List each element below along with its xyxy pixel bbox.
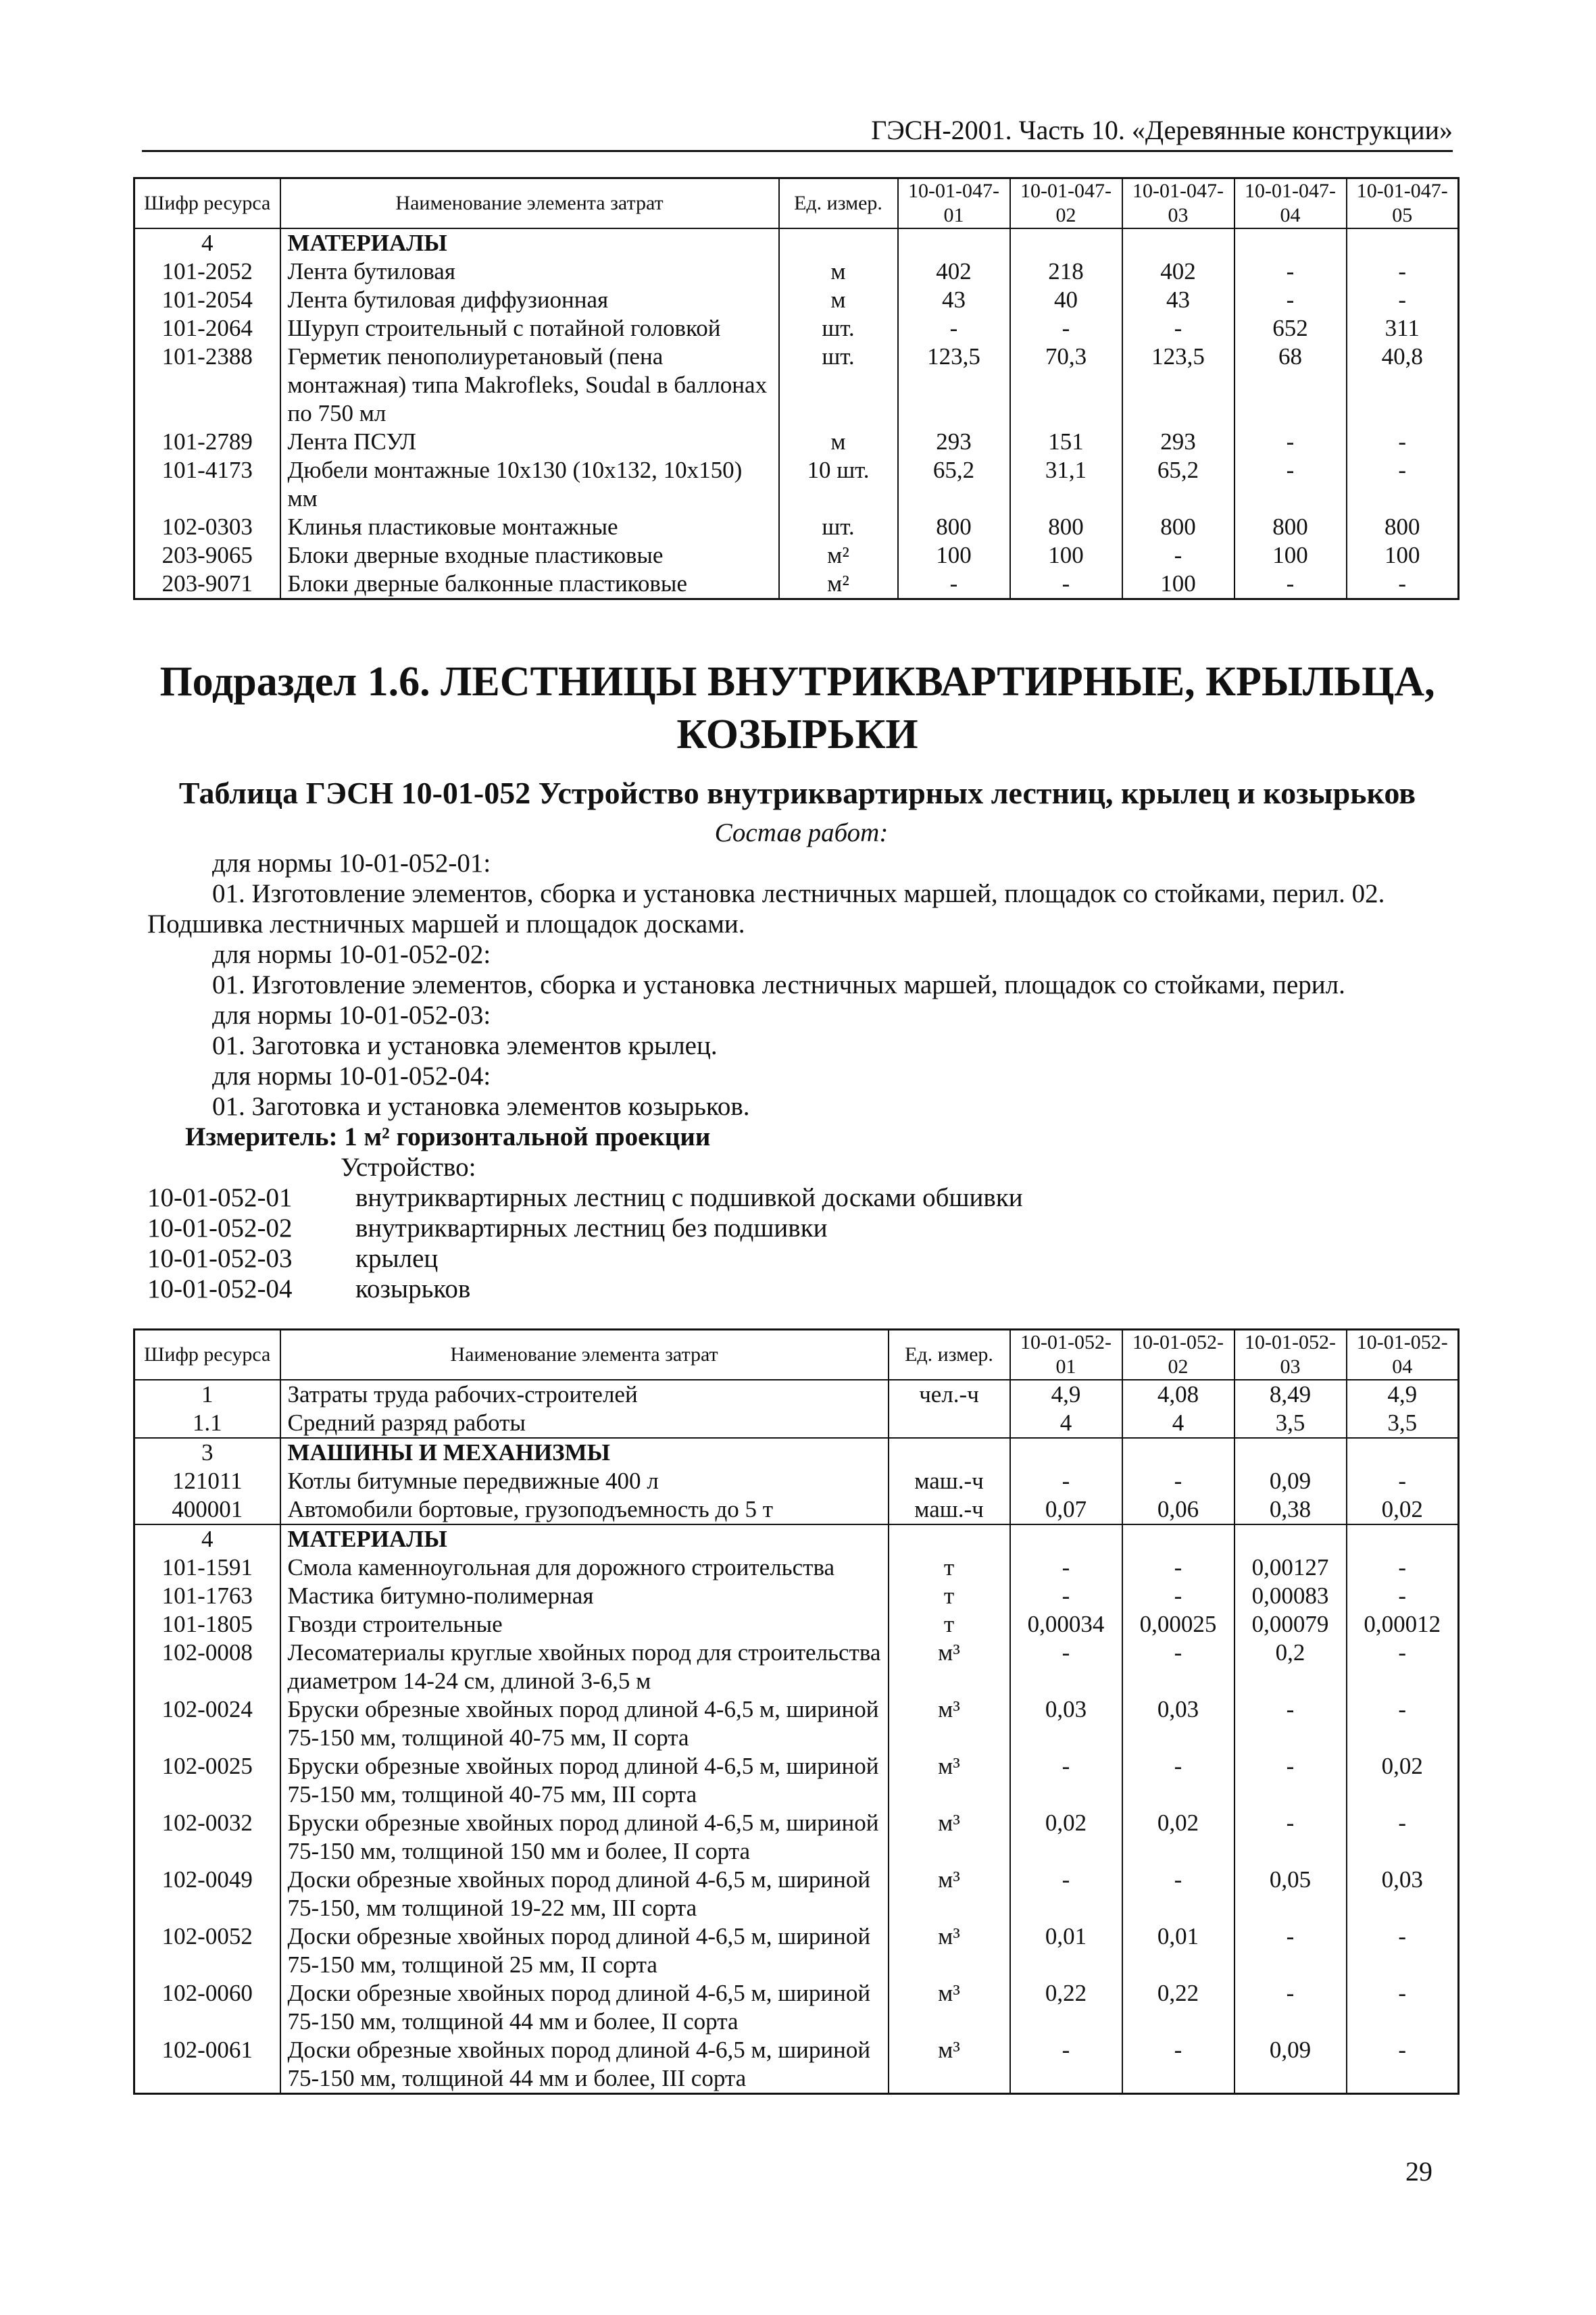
table-row bbox=[134, 257, 1459, 286]
norm-value: 0,01 bbox=[1010, 1922, 1122, 1979]
table-header-row bbox=[134, 178, 1459, 229]
norm-value: - bbox=[1122, 1752, 1235, 1809]
col-name-header: Наименование элемента затрат bbox=[280, 1330, 889, 1380]
table-row bbox=[134, 1553, 1459, 1582]
table-header-row bbox=[134, 1330, 1459, 1380]
norm-label: для нормы 10-01-052-02: bbox=[212, 940, 491, 969]
norm-value: 800 bbox=[1010, 513, 1122, 541]
norm-value: - bbox=[1235, 286, 1347, 314]
col-norm-header: 10-01-047-02 bbox=[1010, 178, 1122, 229]
norm-value: - bbox=[1235, 1979, 1347, 2036]
col-norm-header: 10-01-047-04 bbox=[1235, 178, 1347, 229]
device-label: Устройство: bbox=[341, 1153, 476, 1182]
norm-value: 3,5 bbox=[1235, 1409, 1347, 1438]
norm-value: 0,01 bbox=[1122, 1922, 1235, 1979]
page-number: 29 bbox=[1405, 2156, 1432, 2187]
resource-code: 101-2052 bbox=[134, 257, 280, 286]
table-row bbox=[134, 1752, 1459, 1809]
norm-value: 0,06 bbox=[1122, 1495, 1235, 1524]
norm-value: - bbox=[1235, 257, 1347, 286]
resource-unit: чел.-ч bbox=[889, 1380, 1010, 1409]
norm-value: 0,22 bbox=[1122, 1979, 1235, 2036]
resource-unit: м bbox=[779, 286, 898, 314]
resource-code: 101-2064 bbox=[134, 314, 280, 343]
resource-unit: шт. bbox=[779, 513, 898, 541]
resource-code: 1.1 bbox=[134, 1409, 280, 1438]
norm-value: - bbox=[1010, 1639, 1122, 1695]
resource-unit: м³ bbox=[889, 1809, 1010, 1866]
norm-label: для нормы 10-01-052-03: bbox=[212, 1001, 491, 1030]
norm-value: 0,09 bbox=[1235, 2036, 1347, 2094]
resource-name: Доски обрезные хвойных пород длиной 4-6,5 м, шириной 75-150, мм толщиной 19-22 мм, III сорта bbox=[280, 1866, 889, 1922]
resource-code: 121011 bbox=[134, 1467, 280, 1495]
norm-value: 31,1 bbox=[1010, 456, 1122, 513]
norm-value: - bbox=[1347, 257, 1459, 286]
norm-value: - bbox=[1010, 1553, 1122, 1582]
col-norm-header: 10-01-047-01 bbox=[898, 178, 1010, 229]
resource-code: 101-2388 bbox=[134, 343, 280, 428]
empty-cell bbox=[779, 228, 898, 257]
norm-value: 218 bbox=[1010, 257, 1122, 286]
resource-name: Герметик пенополиуретановый (пена монтажная) типа Makrofleks, Soudal в баллонах по 750 мл bbox=[280, 343, 779, 428]
variant-code: 10-01-052-03 bbox=[147, 1244, 293, 1273]
col-norm-header: 10-01-052-02 bbox=[1122, 1330, 1235, 1380]
norm-value: - bbox=[1235, 456, 1347, 513]
work-item: 01. Изготовление элементов, сборка и установка лестничных маршей, площадок со стойками, перил. bbox=[212, 970, 1345, 999]
norm-value: 4 bbox=[1010, 1409, 1122, 1438]
norm-value: 123,5 bbox=[898, 343, 1010, 428]
resource-code: 102-0061 bbox=[134, 2036, 280, 2094]
norm-value: 311 bbox=[1347, 314, 1459, 343]
empty-cell bbox=[1010, 1524, 1122, 1553]
norm-value: - bbox=[1122, 314, 1235, 343]
resource-unit: м³ bbox=[889, 1752, 1010, 1809]
section-code: 4 bbox=[134, 1524, 280, 1553]
table-row bbox=[134, 513, 1459, 541]
works-heading: Состав работ: bbox=[714, 818, 889, 847]
resource-unit: 10 шт. bbox=[779, 456, 898, 513]
resource-unit: т bbox=[889, 1610, 1010, 1639]
norm-value: - bbox=[1122, 1866, 1235, 1922]
norm-value: 3,5 bbox=[1347, 1409, 1459, 1438]
table-row bbox=[134, 1979, 1459, 2036]
norm-value: - bbox=[898, 570, 1010, 599]
resource-unit: шт. bbox=[779, 314, 898, 343]
section-code: 3 bbox=[134, 1438, 280, 1467]
norm-value: 402 bbox=[898, 257, 1010, 286]
norm-value: - bbox=[1010, 2036, 1122, 2094]
section-title: МАТЕРИАЛЫ bbox=[280, 228, 779, 257]
norm-value: 40,8 bbox=[1347, 343, 1459, 428]
norm-value: - bbox=[1347, 1553, 1459, 1582]
norm-value: 293 bbox=[1122, 428, 1235, 456]
norm-value: 0,38 bbox=[1235, 1495, 1347, 1524]
resource-name: Доски обрезные хвойных пород длиной 4-6,5 м, шириной 75-150 мм, толщиной 44 мм и более, III сорта bbox=[280, 2036, 889, 2094]
resource-name: Лента ПСУЛ bbox=[280, 428, 779, 456]
norm-value: - bbox=[1010, 1752, 1122, 1809]
table-row bbox=[134, 428, 1459, 456]
resource-code: 102-0024 bbox=[134, 1695, 280, 1752]
norm-value: 70,3 bbox=[1010, 343, 1122, 428]
norm-value: - bbox=[1347, 570, 1459, 599]
resource-name: Автомобили бортовые, грузоподъемность до 5 т bbox=[280, 1495, 889, 1524]
resource-name: Блоки дверные входные пластиковые bbox=[280, 541, 779, 570]
norm-value: - bbox=[1122, 541, 1235, 570]
col-unit-header: Ед. измер. bbox=[779, 178, 898, 229]
col-norm-header: 10-01-047-03 bbox=[1122, 178, 1235, 229]
empty-cell bbox=[1010, 228, 1122, 257]
norm-value: 8,49 bbox=[1235, 1380, 1347, 1409]
norm-value: 0,00025 bbox=[1122, 1610, 1235, 1639]
resource-code: 101-2054 bbox=[134, 286, 280, 314]
resource-code: 1 bbox=[134, 1380, 280, 1409]
resource-unit: м³ bbox=[889, 1866, 1010, 1922]
resource-name: Средний разряд работы bbox=[280, 1409, 889, 1438]
work-composition bbox=[147, 818, 1455, 1304]
resource-name: Доски обрезные хвойных пород длиной 4-6,5 м, шириной 75-150 мм, толщиной 44 мм и более, II сорта bbox=[280, 1979, 889, 2036]
norm-value: 4,9 bbox=[1347, 1380, 1459, 1409]
norm-value: 293 bbox=[898, 428, 1010, 456]
resource-code: 102-0025 bbox=[134, 1752, 280, 1809]
norm-value: 0,02 bbox=[1122, 1809, 1235, 1866]
norm-value: 43 bbox=[898, 286, 1010, 314]
variant-desc: козырьков bbox=[355, 1274, 471, 1303]
norm-value: 0,00127 bbox=[1235, 1553, 1347, 1582]
page-header: ГЭСН-2001. Часть 10. «Деревянные конструкции» bbox=[142, 114, 1453, 152]
norm-value: 800 bbox=[1122, 513, 1235, 541]
empty-cell bbox=[1122, 1524, 1235, 1553]
norm-value: - bbox=[1347, 1809, 1459, 1866]
resource-code: 101-1763 bbox=[134, 1582, 280, 1610]
table-row bbox=[134, 2036, 1459, 2094]
norm-value: 0,00012 bbox=[1347, 1610, 1459, 1639]
norm-value: 123,5 bbox=[1122, 343, 1235, 428]
resource-name: Шуруп строительный с потайной головкой bbox=[280, 314, 779, 343]
col-code-header: Шифр ресурса bbox=[134, 1330, 280, 1380]
norm-value: - bbox=[1010, 1866, 1122, 1922]
col-norm-header: 10-01-047-05 bbox=[1347, 178, 1459, 229]
resource-code: 203-9065 bbox=[134, 541, 280, 570]
col-unit-header: Ед. измер. bbox=[889, 1330, 1010, 1380]
resource-unit: т bbox=[889, 1553, 1010, 1582]
col-norm-header: 10-01-052-03 bbox=[1235, 1330, 1347, 1380]
work-item: 01. Изготовление элементов, сборка и установка лестничных маршей, площадок со стойками, перил. 02. bbox=[212, 879, 1385, 908]
empty-cell bbox=[1235, 1438, 1347, 1467]
norm-value: - bbox=[1347, 286, 1459, 314]
resource-code: 102-0032 bbox=[134, 1809, 280, 1866]
table-row bbox=[134, 1467, 1459, 1495]
norm-value: 800 bbox=[1235, 513, 1347, 541]
norm-value: - bbox=[1235, 1752, 1347, 1809]
norm-value: 0,22 bbox=[1010, 1979, 1122, 2036]
resource-name: Лесоматериалы круглые хвойных пород для строительства диаметром 14-24 см, длиной 3-6,5 м bbox=[280, 1639, 889, 1695]
resource-code: 101-1591 bbox=[134, 1553, 280, 1582]
norm-value: 100 bbox=[1010, 541, 1122, 570]
norm-value: 800 bbox=[1347, 513, 1459, 541]
resource-name: Лента бутиловая bbox=[280, 257, 779, 286]
empty-cell bbox=[1122, 1438, 1235, 1467]
norm-value: - bbox=[1122, 1553, 1235, 1582]
norm-value: 151 bbox=[1010, 428, 1122, 456]
variant-desc: внутриквартирных лестниц с подшивкой досками обшивки bbox=[355, 1183, 1023, 1212]
norm-value: 402 bbox=[1122, 257, 1235, 286]
table-row bbox=[134, 314, 1459, 343]
empty-cell bbox=[1010, 1438, 1122, 1467]
table-row bbox=[134, 1866, 1459, 1922]
table-row bbox=[134, 343, 1459, 428]
table-row bbox=[134, 1495, 1459, 1524]
norm-value: - bbox=[1347, 1695, 1459, 1752]
norm-value: 0,00034 bbox=[1010, 1610, 1122, 1639]
resource-unit: м bbox=[779, 257, 898, 286]
meter-unit: Измеритель: 1 м² горизонтальной проекции bbox=[185, 1122, 711, 1151]
resource-code: 101-2789 bbox=[134, 428, 280, 456]
norm-value: 0,02 bbox=[1347, 1495, 1459, 1524]
norm-value: - bbox=[1347, 1582, 1459, 1610]
norm-value: 652 bbox=[1235, 314, 1347, 343]
norm-value: 0,02 bbox=[1347, 1752, 1459, 1809]
empty-cell bbox=[889, 1524, 1010, 1553]
col-code-header: Шифр ресурса bbox=[134, 178, 280, 229]
norm-value: - bbox=[1122, 2036, 1235, 2094]
norm-value: - bbox=[1235, 428, 1347, 456]
col-norm-header: 10-01-052-04 bbox=[1347, 1330, 1459, 1380]
variant-row bbox=[147, 1213, 1455, 1243]
norm-value: 0,00083 bbox=[1235, 1582, 1347, 1610]
norm-value: 4,9 bbox=[1010, 1380, 1122, 1409]
norm-label: для нормы 10-01-052-01: bbox=[212, 849, 491, 878]
table-row bbox=[134, 456, 1459, 513]
section-title: МАТЕРИАЛЫ bbox=[280, 1524, 889, 1553]
norm-value: 0,2 bbox=[1235, 1639, 1347, 1695]
table-row bbox=[134, 1409, 1459, 1438]
resource-name: Бруски обрезные хвойных пород длиной 4-6,5 м, шириной 75-150 мм, толщиной 40-75 мм, III сорта bbox=[280, 1752, 889, 1809]
norm-value: 0,02 bbox=[1010, 1809, 1122, 1866]
norm-value: - bbox=[1122, 1467, 1235, 1495]
variant-row bbox=[147, 1274, 1455, 1304]
section-row bbox=[134, 228, 1459, 257]
resource-unit bbox=[889, 1409, 1010, 1438]
work-item-continuation: Подшивка лестничных маршей и площадок досками. bbox=[147, 910, 745, 939]
table-row bbox=[134, 541, 1459, 570]
norm-value: - bbox=[1347, 1922, 1459, 1979]
empty-cell bbox=[1235, 228, 1347, 257]
resource-name: Доски обрезные хвойных пород длиной 4-6,5 м, шириной 75-150 мм, толщиной 25 мм, II сорта bbox=[280, 1922, 889, 1979]
table-row bbox=[134, 1695, 1459, 1752]
variant-code: 10-01-052-04 bbox=[147, 1274, 293, 1303]
variant-row bbox=[147, 1183, 1455, 1213]
work-item: 01. Заготовка и установка элементов козырьков. bbox=[212, 1092, 750, 1121]
resource-unit: м bbox=[779, 428, 898, 456]
table-row bbox=[134, 1922, 1459, 1979]
section-code: 4 bbox=[134, 228, 280, 257]
resource-name: Блоки дверные балконные пластиковые bbox=[280, 570, 779, 599]
norm-value: 0,03 bbox=[1010, 1695, 1122, 1752]
subsection-title: Подраздел 1.6. ЛЕСТНИЦЫ ВНУТРИКВАРТИРНЫЕ, КРЫЛЬЦА, КОЗЫРЬКИ bbox=[159, 659, 1435, 757]
variant-desc: крылец bbox=[355, 1244, 439, 1273]
variant-desc: внутриквартирных лестниц без подшивки bbox=[355, 1214, 828, 1243]
resource-unit: шт. bbox=[779, 343, 898, 428]
resource-table-047 bbox=[133, 177, 1460, 600]
resource-name: Бруски обрезные хвойных пород длиной 4-6,5 м, шириной 75-150 мм, толщиной 150 мм и более, II сорта bbox=[280, 1809, 889, 1866]
section-row bbox=[134, 1438, 1459, 1467]
resource-unit: т bbox=[889, 1582, 1010, 1610]
resource-code: 102-0049 bbox=[134, 1866, 280, 1922]
resource-name: Затраты труда рабочих-строителей bbox=[280, 1380, 889, 1409]
norm-value: - bbox=[1122, 1639, 1235, 1695]
resource-name: Мастика битумно-полимерная bbox=[280, 1582, 889, 1610]
norm-value: 43 bbox=[1122, 286, 1235, 314]
norm-value: 40 bbox=[1010, 286, 1122, 314]
resource-unit: м³ bbox=[889, 1695, 1010, 1752]
norm-value: 0,09 bbox=[1235, 1467, 1347, 1495]
empty-cell bbox=[1347, 228, 1459, 257]
table-row bbox=[134, 1610, 1459, 1639]
norm-value: 100 bbox=[1347, 541, 1459, 570]
norm-value: 0,03 bbox=[1347, 1866, 1459, 1922]
resource-unit: м² bbox=[779, 541, 898, 570]
table-row bbox=[134, 286, 1459, 314]
empty-cell bbox=[1235, 1524, 1347, 1553]
variant-code: 10-01-052-02 bbox=[147, 1214, 293, 1243]
norm-value: 65,2 bbox=[898, 456, 1010, 513]
resource-name: Котлы битумные передвижные 400 л bbox=[280, 1467, 889, 1495]
empty-cell bbox=[889, 1438, 1010, 1467]
norm-value: 0,07 bbox=[1010, 1495, 1122, 1524]
resource-code: 400001 bbox=[134, 1495, 280, 1524]
norm-value: 0,00079 bbox=[1235, 1610, 1347, 1639]
norm-value: - bbox=[1010, 1467, 1122, 1495]
resource-table-052 bbox=[133, 1328, 1460, 2095]
empty-cell bbox=[1122, 228, 1235, 257]
norm-value: 0,03 bbox=[1122, 1695, 1235, 1752]
resource-name: Смола каменноугольная для дорожного строительства bbox=[280, 1553, 889, 1582]
empty-cell bbox=[898, 228, 1010, 257]
resource-code: 102-0060 bbox=[134, 1979, 280, 2036]
resource-unit: м³ bbox=[889, 2036, 1010, 2094]
norm-value: - bbox=[1010, 1582, 1122, 1610]
norm-value: - bbox=[1347, 1639, 1459, 1695]
norm-value: 4 bbox=[1122, 1409, 1235, 1438]
resource-code: 102-0303 bbox=[134, 513, 280, 541]
resource-unit: маш.-ч bbox=[889, 1467, 1010, 1495]
variant-code: 10-01-052-01 bbox=[147, 1183, 293, 1212]
table-row bbox=[134, 1582, 1459, 1610]
resource-unit: м³ bbox=[889, 1922, 1010, 1979]
resource-name: Дюбели монтажные 10х130 (10х132, 10х150) мм bbox=[280, 456, 779, 513]
table2-body bbox=[134, 1380, 1459, 2094]
resource-code: 101-1805 bbox=[134, 1610, 280, 1639]
norm-value: 4,08 bbox=[1122, 1380, 1235, 1409]
norm-value: - bbox=[898, 314, 1010, 343]
table-row bbox=[134, 1639, 1459, 1695]
resource-unit: м³ bbox=[889, 1979, 1010, 2036]
work-item: 01. Заготовка и установка элементов крылец. bbox=[212, 1031, 718, 1060]
norm-value: - bbox=[1235, 1922, 1347, 1979]
norm-value: - bbox=[1010, 570, 1122, 599]
norm-value: - bbox=[1347, 456, 1459, 513]
resource-unit: м² bbox=[779, 570, 898, 599]
norm-value: - bbox=[1235, 1809, 1347, 1866]
resource-name: Бруски обрезные хвойных пород длиной 4-6,5 м, шириной 75-150 мм, толщиной 40-75 мм, II сорта bbox=[280, 1695, 889, 1752]
norm-value: 100 bbox=[898, 541, 1010, 570]
resource-code: 203-9071 bbox=[134, 570, 280, 599]
section-row bbox=[134, 1524, 1459, 1553]
table-row bbox=[134, 1809, 1459, 1866]
col-name-header: Наименование элемента затрат bbox=[280, 178, 779, 229]
norm-value: - bbox=[1235, 1695, 1347, 1752]
variant-row bbox=[147, 1243, 1455, 1274]
norm-value: - bbox=[1347, 428, 1459, 456]
resource-name: Лента бутиловая диффузионная bbox=[280, 286, 779, 314]
norm-value: 800 bbox=[898, 513, 1010, 541]
empty-cell bbox=[1347, 1524, 1459, 1553]
norm-value: - bbox=[1235, 570, 1347, 599]
col-norm-header: 10-01-052-01 bbox=[1010, 1330, 1122, 1380]
norm-label: для нормы 10-01-052-04: bbox=[212, 1062, 491, 1091]
table-row bbox=[134, 1380, 1459, 1409]
resource-name: Гвозди строительные bbox=[280, 1610, 889, 1639]
norm-value: - bbox=[1347, 1979, 1459, 2036]
norm-value: 68 bbox=[1235, 343, 1347, 428]
norm-value: - bbox=[1122, 1582, 1235, 1610]
resource-unit: м³ bbox=[889, 1639, 1010, 1695]
table1-body bbox=[134, 228, 1459, 599]
resource-code: 101-4173 bbox=[134, 456, 280, 513]
norm-value: 100 bbox=[1122, 570, 1235, 599]
resource-code: 102-0052 bbox=[134, 1922, 280, 1979]
norm-value: - bbox=[1347, 2036, 1459, 2094]
resource-unit: маш.-ч bbox=[889, 1495, 1010, 1524]
empty-cell bbox=[1347, 1438, 1459, 1467]
norm-value: - bbox=[1347, 1467, 1459, 1495]
norm-value: 0,05 bbox=[1235, 1866, 1347, 1922]
table-title: Таблица ГЭСН 10-01-052 Устройство внутриквартирных лестниц, крылец и козырьков bbox=[178, 776, 1416, 810]
resource-name: Клинья пластиковые монтажные bbox=[280, 513, 779, 541]
norm-value: 100 bbox=[1235, 541, 1347, 570]
resource-code: 102-0008 bbox=[134, 1639, 280, 1695]
table-row bbox=[134, 570, 1459, 599]
norm-value: 65,2 bbox=[1122, 456, 1235, 513]
section-title: МАШИНЫ И МЕХАНИЗМЫ bbox=[280, 1438, 889, 1467]
norm-value: - bbox=[1010, 314, 1122, 343]
